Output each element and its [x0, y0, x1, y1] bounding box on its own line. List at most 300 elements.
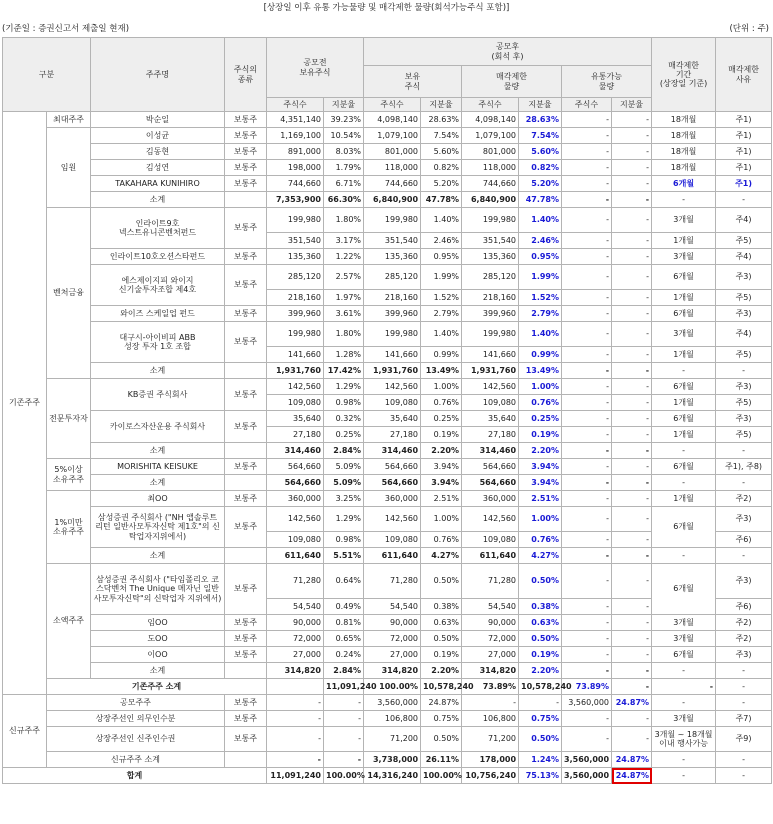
pre-ratio: 0.24% [324, 647, 364, 663]
table-row [3, 727, 772, 752]
tradable-ratio: 24.87% [612, 695, 652, 711]
tradable-ratio: - [612, 615, 652, 631]
pre-shares: 109,080 [267, 532, 324, 548]
stock-type-cell: 보통주 [225, 176, 267, 192]
pre-shares: 351,540 [267, 233, 324, 249]
restriction-period: - [652, 363, 716, 379]
tradable-shares: - [562, 112, 612, 128]
hold-shares: 399,960 [364, 306, 421, 322]
stock-type-cell: 보통주 [225, 160, 267, 176]
subtotal-label: 소계 [91, 192, 225, 208]
tradable-ratio: - [612, 112, 652, 128]
restricted-shares: 564,660 [462, 459, 519, 475]
pre-ratio: 8.03% [324, 144, 364, 160]
stock-type-cell: 보통주 [225, 265, 267, 306]
header-shares: 주식수 [562, 98, 612, 112]
table-row [3, 160, 772, 176]
group-five-cell: 5%이상 소유주주 [47, 459, 91, 491]
holder-name: KB증권 주식회사 [91, 379, 225, 411]
header-restricted: 매각제한 물량 [462, 66, 562, 98]
hold-shares: 142,560 [364, 507, 421, 532]
hold-shares: 3,738,000 [364, 752, 421, 768]
holder-name: 삼성증권 주식회사 ("타임폴리오 코스닥벤처 The Unique 메자닌 일반사모투자신탁"의 신탁업자 지위에서) [91, 564, 225, 615]
pre-shares: 611,640 [267, 548, 324, 564]
header-stock-type: 주식의 종류 [225, 38, 267, 112]
stock-type-cell: 보통주 [225, 615, 267, 631]
pre-shares: 564,660 [267, 459, 324, 475]
pre-ratio: 10.54% [324, 128, 364, 144]
hold-ratio: 1.00% [421, 379, 462, 395]
restricted-shares: 27,180 [462, 427, 519, 443]
tradable-shares: 3,560,000 [562, 752, 612, 768]
tradable-shares: - [562, 290, 612, 306]
restricted-ratio: 0.19% [519, 427, 562, 443]
restricted-ratio: 1.40% [519, 322, 562, 347]
table-row [3, 615, 772, 631]
restriction-reason: 주2) [716, 631, 772, 647]
document-title: [상장일 이후 유통 가능물량 및 매각제한 물량(회석가능주식 포함)] [263, 3, 510, 13]
table-row [3, 379, 772, 395]
restricted-ratio: 13.49% [519, 363, 562, 379]
restriction-reason: 주1) [716, 176, 772, 192]
table-row [3, 363, 772, 379]
restricted-ratio: 5.60% [519, 144, 562, 160]
hold-ratio: 0.95% [421, 249, 462, 265]
hold-shares: 14,316,240 [364, 768, 421, 784]
hold-ratio: 24.87% [421, 695, 462, 711]
header-category: 구분 [3, 38, 91, 112]
tradable-ratio: - [612, 491, 652, 507]
holder-name: MORISHITA KEISUKE [91, 459, 225, 475]
tradable-shares: - [562, 532, 612, 548]
stock-type-cell [225, 443, 267, 459]
restriction-period: 1개월 [652, 395, 716, 411]
hold-shares: 218,160 [364, 290, 421, 306]
table-row [3, 208, 772, 233]
tradable-ratio: - [612, 265, 652, 290]
restricted-shares: 109,080 [462, 532, 519, 548]
restricted-ratio: 0.38% [519, 599, 562, 615]
restriction-reason: 주1) [716, 160, 772, 176]
restricted-ratio: 0.82% [519, 160, 562, 176]
tradable-ratio: - [612, 427, 652, 443]
tradable-shares: - [562, 727, 612, 752]
tradable-shares: - [562, 647, 612, 663]
stock-type-cell [225, 752, 267, 768]
tradable-shares: - [562, 379, 612, 395]
restriction-period: 6개월 [652, 176, 716, 192]
restricted-shares: 71,280 [462, 564, 519, 599]
hold-shares: 199,980 [364, 208, 421, 233]
restricted-shares: 360,000 [462, 491, 519, 507]
hold-ratio: 1.52% [421, 290, 462, 306]
pre-shares: 11,091,240 [267, 768, 324, 784]
restriction-period: 3개월 [652, 631, 716, 647]
hold-ratio: 0.76% [421, 395, 462, 411]
tradable-ratio: - [612, 290, 652, 306]
restriction-reason: 주4) [716, 208, 772, 233]
hold-ratio: 0.50% [421, 727, 462, 752]
header-ratio: 지분율 [421, 98, 462, 112]
hold-ratio: 0.50% [421, 564, 462, 599]
restricted-ratio: 0.25% [519, 411, 562, 427]
hold-ratio: 0.75% [421, 711, 462, 727]
restricted-ratio: 1.52% [519, 290, 562, 306]
subtotal-label: 소계 [91, 363, 225, 379]
stock-type-cell: 보통주 [225, 507, 267, 548]
pre-ratio: 0.64% [324, 564, 364, 599]
tradable-ratio: - [612, 208, 652, 233]
restricted-shares: 106,800 [462, 711, 519, 727]
restricted-shares: 10,578,240 [519, 679, 562, 695]
group-minor-cell: 소액주주 [47, 564, 91, 679]
holder-name: 김성연 [91, 160, 225, 176]
table-row [3, 265, 772, 290]
holder-name: 김동현 [91, 144, 225, 160]
holder-name: 최OO [91, 491, 225, 507]
holder-name: 이성균 [91, 128, 225, 144]
tradable-shares: - [562, 411, 612, 427]
restriction-reason: 주1) [716, 112, 772, 128]
shareholding-table [2, 37, 772, 784]
restriction-period: 3개월 [652, 322, 716, 347]
restriction-period: 6개월 [652, 507, 716, 548]
tradable-shares: - [562, 208, 612, 233]
tradable-ratio: - [612, 144, 652, 160]
restricted-shares: 218,160 [462, 290, 519, 306]
restricted-shares: 744,660 [462, 176, 519, 192]
pre-ratio: 3.61% [324, 306, 364, 322]
hold-shares: 109,080 [364, 532, 421, 548]
tradable-ratio: - [612, 363, 652, 379]
header-holder: 주주명 [91, 38, 225, 112]
restriction-period: 6개월 [652, 459, 716, 475]
hold-ratio: 1.00% [421, 507, 462, 532]
header-restriction-reason: 매각제한 사유 [716, 38, 772, 112]
table-row [3, 112, 772, 128]
restriction-reason: 주2) [716, 615, 772, 631]
subtotal-label: 소계 [91, 443, 225, 459]
table-body [3, 112, 772, 784]
restriction-period: - [652, 663, 716, 679]
pre-shares: 4,351,140 [267, 112, 324, 128]
pre-ratio: 0.25% [324, 427, 364, 443]
table-row [3, 322, 772, 347]
tradable-ratio: 24.87% [612, 768, 652, 784]
stock-type-cell: 보통주 [225, 144, 267, 160]
restriction-reason: 주3) [716, 265, 772, 290]
hold-ratio: 2.20% [421, 663, 462, 679]
unit-label: (단위 : 주) [729, 24, 769, 34]
hold-shares: 141,660 [364, 347, 421, 363]
restricted-ratio: 0.76% [519, 395, 562, 411]
header-ratio: 지분율 [519, 98, 562, 112]
restricted-ratio: 1.00% [519, 507, 562, 532]
restriction-period: 1개월 [652, 347, 716, 363]
hold-shares: 106,800 [364, 711, 421, 727]
table-header [3, 38, 772, 112]
header-shares: 주식수 [462, 98, 519, 112]
tradable-ratio: - [612, 379, 652, 395]
hold-ratio: 0.25% [421, 411, 462, 427]
grand-total-label: 합계 [3, 768, 267, 784]
holder-name: 이OO [91, 647, 225, 663]
subtotal-label: 소계 [91, 475, 225, 491]
tradable-shares: - [562, 144, 612, 160]
restricted-shares: 314,460 [462, 443, 519, 459]
hold-ratio: 7.54% [421, 128, 462, 144]
pre-ratio: 3.25% [324, 491, 364, 507]
holder-name: 에스제이지피 와이지 신기술투자조합 제4호 [91, 265, 225, 306]
hold-ratio: 1.40% [421, 322, 462, 347]
pre-shares: 360,000 [267, 491, 324, 507]
pre-shares: 1,931,760 [267, 363, 324, 379]
hold-shares: 54,540 [364, 599, 421, 615]
restricted-ratio: 0.63% [519, 615, 562, 631]
pre-shares: 54,540 [267, 599, 324, 615]
header-ratio: 지분율 [612, 98, 652, 112]
pre-ratio: 1.29% [324, 507, 364, 532]
restricted-shares: 1,931,760 [462, 363, 519, 379]
header-shares: 주식수 [364, 98, 421, 112]
pre-ratio: 1.97% [324, 290, 364, 306]
restriction-period: 1개월 [652, 233, 716, 249]
stock-type-cell: 보통주 [225, 249, 267, 265]
hold-shares: 71,200 [364, 727, 421, 752]
restriction-reason: - [716, 475, 772, 491]
stock-type-cell: 보통주 [225, 379, 267, 411]
header-restriction-period: 매각제한 기간 (상장일 기준) [652, 38, 716, 112]
restriction-reason: 주3) [716, 411, 772, 427]
tradable-shares: - [562, 615, 612, 631]
tradable-ratio: - [652, 679, 716, 695]
restricted-ratio: - [519, 695, 562, 711]
pre-ratio: 5.09% [324, 459, 364, 475]
restricted-shares: 142,560 [462, 379, 519, 395]
holder-name: 인라이트9호 넥스트유니콘벤처펀드 [91, 208, 225, 249]
restricted-shares: 351,540 [462, 233, 519, 249]
tradable-ratio: - [612, 443, 652, 459]
tradable-ratio: - [612, 711, 652, 727]
pre-ratio: 1.80% [324, 322, 364, 347]
hold-ratio: 26.11% [421, 752, 462, 768]
restriction-reason: - [716, 752, 772, 768]
restriction-reason: 주3) [716, 564, 772, 599]
restriction-period: 18개월 [652, 128, 716, 144]
pre-ratio: 0.98% [324, 395, 364, 411]
tradable-shares: - [562, 564, 612, 599]
restriction-reason: 주5) [716, 233, 772, 249]
restricted-ratio: 1.00% [519, 379, 562, 395]
tradable-shares: - [562, 363, 612, 379]
pre-ratio: 100.00% [324, 768, 364, 784]
stock-type-cell [267, 679, 324, 695]
restriction-period: 6개월 [652, 647, 716, 663]
restriction-period: - [652, 548, 716, 564]
restriction-reason: 주4) [716, 249, 772, 265]
stock-type-cell: 보통주 [225, 695, 267, 711]
pre-shares: - [267, 711, 324, 727]
tradable-shares: - [562, 233, 612, 249]
pre-shares: 198,000 [267, 160, 324, 176]
restricted-shares: 135,360 [462, 249, 519, 265]
hold-ratio: 0.50% [421, 631, 462, 647]
restriction-period: - [652, 475, 716, 491]
tradable-shares: - [562, 491, 612, 507]
restricted-ratio: 47.78% [519, 192, 562, 208]
subtotal-label: 신규주주 소계 [47, 752, 225, 768]
tradable-ratio: - [612, 322, 652, 347]
restriction-period: - [716, 679, 772, 695]
restriction-reason: - [716, 768, 772, 784]
stock-type-cell [225, 475, 267, 491]
holder-name: 삼성증권 주식회사 ("NH 앱솔루트 리턴 일반사모투자신탁 제1호"의 신탁업자지위에서) [91, 507, 225, 548]
tradable-ratio: - [612, 306, 652, 322]
hold-shares: 71,280 [364, 564, 421, 599]
hold-ratio: 2.20% [421, 443, 462, 459]
tradable-ratio: - [612, 459, 652, 475]
tradable-shares: - [562, 249, 612, 265]
hold-shares: 27,000 [364, 647, 421, 663]
pre-shares: 399,960 [267, 306, 324, 322]
hold-shares: 109,080 [364, 395, 421, 411]
holder-name: 도OO [91, 631, 225, 647]
pre-shares: 141,660 [267, 347, 324, 363]
pre-shares: 35,640 [267, 411, 324, 427]
restriction-period: - [652, 752, 716, 768]
tradable-shares: - [562, 160, 612, 176]
stock-type-cell: 보통주 [225, 631, 267, 647]
tradable-shares: - [562, 459, 612, 475]
restricted-shares: 4,098,140 [462, 112, 519, 128]
table-row [3, 475, 772, 491]
restricted-ratio: 0.19% [519, 647, 562, 663]
pre-ratio: 1.28% [324, 347, 364, 363]
stock-type-cell: 보통주 [225, 459, 267, 475]
restricted-ratio: 2.20% [519, 663, 562, 679]
tradable-ratio: - [612, 395, 652, 411]
pre-ratio: - [324, 711, 364, 727]
restricted-ratio: 0.50% [519, 564, 562, 599]
restricted-ratio: 5.20% [519, 176, 562, 192]
hold-ratio: 3.94% [421, 475, 462, 491]
restricted-shares: 54,540 [462, 599, 519, 615]
pre-ratio: 0.98% [324, 532, 364, 548]
stock-type-cell: 보통주 [225, 322, 267, 363]
table-row [3, 459, 772, 475]
restricted-shares: 71,200 [462, 727, 519, 752]
restricted-ratio: 0.50% [519, 727, 562, 752]
hold-ratio: 47.78% [421, 192, 462, 208]
restriction-period: 3개월 ~ 18개월 이내 행사가능 [652, 727, 716, 752]
restricted-ratio: 2.79% [519, 306, 562, 322]
header-post-offering: 공모후 (회석 후) [364, 38, 652, 66]
hold-shares: 1,079,100 [364, 128, 421, 144]
pre-ratio: 1.79% [324, 160, 364, 176]
tradable-ratio: - [612, 532, 652, 548]
group-vc-cell: 벤처금융 [47, 208, 91, 379]
restricted-shares: 142,560 [462, 507, 519, 532]
restriction-reason: 주3) [716, 647, 772, 663]
restriction-period: 18개월 [652, 144, 716, 160]
pre-shares: - [267, 752, 324, 768]
header-holding: 보유 주식 [364, 66, 462, 98]
hold-ratio: 4.27% [421, 548, 462, 564]
hold-shares: 564,660 [364, 475, 421, 491]
restriction-reason: 주5) [716, 427, 772, 443]
table-row [3, 711, 772, 727]
pre-shares: 90,000 [267, 615, 324, 631]
tradable-shares: - [612, 679, 652, 695]
hold-shares: 135,360 [364, 249, 421, 265]
restricted-ratio: 2.20% [519, 443, 562, 459]
restricted-shares: 399,960 [462, 306, 519, 322]
pre-ratio: 2.84% [324, 443, 364, 459]
group-largest-cell: 최대주주 [47, 112, 91, 128]
restriction-reason: 주2) [716, 491, 772, 507]
restriction-period: 3개월 [652, 249, 716, 265]
tradable-ratio: - [612, 128, 652, 144]
restriction-period: 18개월 [652, 112, 716, 128]
tradable-shares: - [562, 395, 612, 411]
restricted-shares: 1,079,100 [462, 128, 519, 144]
restriction-reason: - [716, 663, 772, 679]
pre-shares: 142,560 [267, 507, 324, 532]
table-row [3, 564, 772, 599]
stock-type-cell: 보통주 [225, 128, 267, 144]
stock-type-cell: 보통주 [225, 411, 267, 443]
restricted-shares: 611,640 [462, 548, 519, 564]
pre-shares: 142,560 [267, 379, 324, 395]
hold-ratio: 73.89% [462, 679, 519, 695]
restricted-shares: 564,660 [462, 475, 519, 491]
restriction-reason: - [716, 443, 772, 459]
pre-ratio: - [324, 752, 364, 768]
restriction-period: 6개월 [652, 265, 716, 290]
restricted-ratio: 1.99% [519, 265, 562, 290]
stock-type-cell: 보통주 [225, 491, 267, 507]
restriction-reason: 주3) [716, 507, 772, 532]
tradable-ratio: - [612, 411, 652, 427]
tradable-shares: - [562, 176, 612, 192]
pre-ratio: 1.29% [324, 379, 364, 395]
pre-ratio: 1.22% [324, 249, 364, 265]
header-ratio: 지분율 [324, 98, 364, 112]
restricted-ratio: 2.46% [519, 233, 562, 249]
restriction-period: 3개월 [652, 615, 716, 631]
stock-type-cell: 보통주 [225, 727, 267, 752]
hold-shares: 3,560,000 [364, 695, 421, 711]
table-row [3, 249, 772, 265]
hold-shares: 611,640 [364, 548, 421, 564]
hold-ratio: 5.60% [421, 144, 462, 160]
restriction-reason: 주4) [716, 322, 772, 347]
holder-name: 상장주선인 신주인수권 [47, 727, 225, 752]
restriction-reason: - [716, 363, 772, 379]
restriction-reason: 주6) [716, 599, 772, 615]
restricted-ratio: 0.95% [519, 249, 562, 265]
pre-shares: 7,353,900 [267, 192, 324, 208]
pre-ratio: 2.57% [324, 265, 364, 290]
hold-ratio: 2.51% [421, 491, 462, 507]
restricted-ratio: 0.50% [519, 631, 562, 647]
hold-shares: 564,660 [364, 459, 421, 475]
holder-name: TAKAHARA KUNIHIRO [91, 176, 225, 192]
restricted-shares: - [462, 695, 519, 711]
hold-shares: 314,820 [364, 663, 421, 679]
table-row [3, 695, 772, 711]
stock-type-cell [225, 663, 267, 679]
